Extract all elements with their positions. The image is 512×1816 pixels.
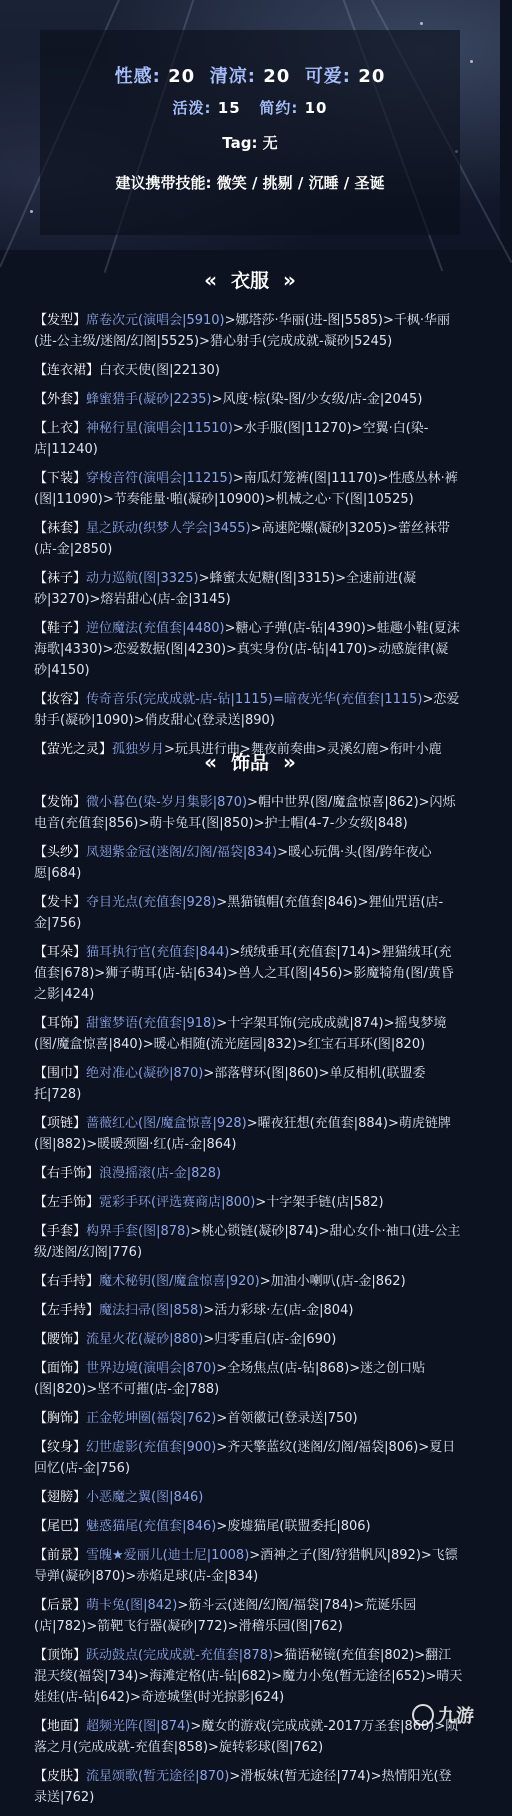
list-item bbox=[34, 1192, 464, 1213]
list-item bbox=[34, 1063, 464, 1105]
item-highlight-link[interactable]: 穿梭音符(演唱会|11215) bbox=[86, 471, 233, 486]
cute-value: 20 bbox=[358, 66, 386, 87]
item-alternatives: >十字架手链(店|582) bbox=[255, 1195, 384, 1210]
list-item bbox=[34, 1163, 464, 1184]
list-item bbox=[34, 1516, 464, 1537]
stats-row-secondary bbox=[0, 97, 500, 118]
list-item bbox=[34, 1408, 464, 1429]
item-alternatives: >糖心子弹(店-钻|4390)>蛙趣小鞋(夏沫海歌|4330)>恋爱数据(图|4230)>真实身份(店-钻|4170)>动感旋律(凝砂|4150) bbox=[34, 621, 460, 678]
item-highlight-link[interactable]: 幻世虚影(充值套|900) bbox=[86, 1440, 217, 1455]
item-alternatives: >高速陀螺(凝砂|3205)>蕾丝袜带(店-金|2850) bbox=[34, 521, 451, 557]
item-highlight-link[interactable]: 构界手套(图|878) bbox=[86, 1224, 191, 1239]
item-highlight-link[interactable]: 小恶魔之翼(图|846) bbox=[86, 1490, 204, 1505]
quote-open: « bbox=[204, 268, 217, 292]
item-highlight-link[interactable]: 世界边境(演唱会|870) bbox=[86, 1361, 217, 1376]
clothing-section-title bbox=[0, 266, 500, 293]
item-alternatives: >恋爱射手(凝砂|1090)>俏皮甜心(登录送|890) bbox=[34, 692, 460, 728]
list-item bbox=[34, 892, 464, 934]
accessory-title-text: 饰品 bbox=[230, 752, 269, 774]
item-category: 【胸饰】 bbox=[34, 1411, 87, 1426]
item-category: 【头纱】 bbox=[34, 845, 87, 860]
site-logo bbox=[412, 1701, 488, 1729]
item-category: 【纹身】 bbox=[34, 1440, 87, 1455]
list-item bbox=[34, 468, 464, 510]
list-item bbox=[34, 618, 464, 681]
sexy-value: 20 bbox=[168, 66, 196, 87]
item-alternatives: >十字架耳饰(完成成就|874)>摇曳梦境(图/魔盒惊喜|840)>暖心相随(流光庭园|832)>红宝石耳环(图|820) bbox=[34, 1016, 447, 1052]
item-highlight-link[interactable]: 夺目光点(充值套|928) bbox=[86, 895, 217, 910]
item-highlight-link[interactable]: 超频光阵(图|874) bbox=[86, 1719, 191, 1734]
list-item bbox=[34, 360, 464, 381]
item-alternatives: >酒神之子(图/狩猎帆风|892)>飞镖导弹(凝砂|870)>赤焰足球(店-金|834) bbox=[34, 1548, 458, 1584]
quote-close: » bbox=[283, 750, 296, 774]
logo-text: 九游 bbox=[438, 1706, 474, 1727]
item-category: 【左手持】 bbox=[34, 1303, 100, 1318]
item-category: 【发卡】 bbox=[34, 895, 87, 910]
item-highlight-link[interactable]: 猫耳执行官(充值套|844) bbox=[86, 945, 230, 960]
item-category: 【萤光之灵】 bbox=[34, 742, 113, 757]
list-item bbox=[34, 1595, 464, 1637]
list-item bbox=[34, 689, 464, 731]
list-item bbox=[34, 310, 464, 352]
item-alternatives: >曜夜狂想(充值套|884)>萌虎链牌(图|882)>暖暖颈圈·红(店-金|864) bbox=[34, 1116, 451, 1152]
item-category: 【手套】 bbox=[34, 1224, 87, 1239]
item-category: 【外套】 bbox=[34, 392, 87, 407]
item-category: 【耳饰】 bbox=[34, 1016, 87, 1031]
item-category: 【腰饰】 bbox=[34, 1332, 87, 1347]
item-alternatives: >齐天擎蓝纹(迷阁/幻阁/福袋|806)>夏日回忆(店-金|756) bbox=[34, 1440, 456, 1476]
tag-line: Tag: 无 bbox=[222, 134, 278, 152]
item-category: 【发饰】 bbox=[34, 795, 87, 810]
list-item bbox=[34, 842, 464, 884]
item-highlight-link[interactable]: 凤翅紫金冠(迷阁/幻阁/福袋|834) bbox=[86, 845, 278, 860]
item-alternatives: 白衣天使(图|22130) bbox=[99, 363, 220, 378]
item-alternatives: >加油小喇叭(店-金|862) bbox=[259, 1274, 406, 1289]
item-alternatives: >黑猫镇帽(充值套|846)>狸仙咒语(店-金|756) bbox=[34, 895, 444, 931]
item-alternatives: >暖心玩偶·头(图/跨年夜心愿|684) bbox=[34, 845, 432, 881]
list-item bbox=[34, 389, 464, 410]
list-item bbox=[34, 792, 464, 834]
item-alternatives: >水手服(图|11270)>空翼·白(染-店|11240) bbox=[34, 421, 429, 457]
item-category: 【面饰】 bbox=[34, 1361, 87, 1376]
item-category: 【后景】 bbox=[34, 1598, 87, 1613]
item-category: 【右手饰】 bbox=[34, 1166, 100, 1181]
item-highlight-link[interactable]: 动力巡航(图|3325) bbox=[86, 571, 199, 586]
item-category: 【左手饰】 bbox=[34, 1195, 100, 1210]
item-highlight-link[interactable]: 神秘行星(演唱会|11510) bbox=[86, 421, 233, 436]
item-alternatives: >归零重启(店-金|690) bbox=[203, 1332, 337, 1347]
list-item bbox=[34, 1645, 464, 1708]
hero-banner bbox=[0, 0, 500, 250]
item-alternatives: >娜塔莎·华丽(进-图|5585)>千枫·华丽(进-公主级/迷阁/幻阁|5525)>猎心射手(完成成就-凝砂|5245) bbox=[34, 313, 450, 349]
cool-value: 20 bbox=[263, 66, 291, 87]
list-item bbox=[34, 418, 464, 460]
accessory-section-title bbox=[0, 748, 500, 775]
item-category: 【右手持】 bbox=[34, 1274, 100, 1289]
item-category: 【翅膀】 bbox=[34, 1490, 87, 1505]
item-highlight-link[interactable]: 甜蜜梦语(充值套|918) bbox=[86, 1016, 217, 1031]
item-highlight-link[interactable]: 雪魄★爱丽儿(迪士尼|1008) bbox=[86, 1548, 250, 1563]
item-highlight-link[interactable]: 流星颂歌(暂无途径|870) bbox=[86, 1769, 230, 1784]
item-category: 【发型】 bbox=[34, 313, 87, 328]
item-highlight-link[interactable]: 绝对准心(凝砂|870) bbox=[86, 1066, 204, 1081]
item-category: 【下装】 bbox=[34, 471, 87, 486]
item-alternatives: >滑板妹(暂无途径|774)>热情阳光(登录送|762) bbox=[34, 1769, 452, 1805]
item-category: 【鞋子】 bbox=[34, 621, 87, 636]
list-item bbox=[34, 1766, 464, 1808]
lively-value: 15 bbox=[217, 99, 241, 117]
item-alternatives: >风度·棕(染-图/少女级/店-金|2045) bbox=[211, 392, 423, 407]
item-alternatives: >筋斗云(迷阁/幻阁/福袋|784)>荒诞乐园(店|782)>箭靶飞行器(凝砂|772)>滑稽乐园(图|762) bbox=[34, 1598, 417, 1634]
item-highlight-link[interactable]: 跃动鼓点(完成成就-充值套|878) bbox=[86, 1648, 274, 1663]
item-category: 【耳朵】 bbox=[34, 945, 87, 960]
item-alternatives: >首领徽记(登录送|750) bbox=[216, 1411, 358, 1426]
item-category: 【袜套】 bbox=[34, 521, 87, 536]
list-item bbox=[34, 942, 464, 1005]
item-alternatives: >帽中世界(图/魔盒惊喜|862)>闪烁电音(充值套|856)>萌卡兔耳(图|850)>护士帽(4-7-少女级|848) bbox=[34, 795, 456, 831]
cute-label: 可爱: bbox=[304, 66, 352, 87]
item-alternatives: >魔女的游戏(完成成就-2017万圣套|860)>陨落之月(完成成就-充值套|858)>旋转彩球(图|762) bbox=[34, 1719, 459, 1755]
item-highlight-link[interactable]: 流星火花(凝砂|880) bbox=[86, 1332, 204, 1347]
item-highlight-link[interactable]: 微小暮色(染-岁月集影|870) bbox=[86, 795, 248, 810]
list-item bbox=[34, 1716, 464, 1758]
item-highlight-link[interactable]: 魔术秘钥(图/魔盒惊喜|920) bbox=[99, 1274, 260, 1289]
item-highlight-link[interactable]: 星之跃动(织梦人学会|3455) bbox=[86, 521, 251, 536]
list-item bbox=[34, 1300, 464, 1321]
clothing-list bbox=[34, 310, 464, 768]
item-category: 【地面】 bbox=[34, 1719, 87, 1734]
item-highlight-link[interactable]: 逆位魔法(充值套|4480) bbox=[86, 621, 225, 636]
item-alternatives: >部落臂环(图|860)>单反相机(联盟委托|728) bbox=[34, 1066, 426, 1102]
cool-label: 清凉: bbox=[209, 66, 256, 87]
item-highlight-link[interactable]: 魅惑猫尾(充值套|846) bbox=[86, 1519, 217, 1534]
item-category: 【上衣】 bbox=[34, 421, 87, 436]
skills-line: 建议携带技能: 微笑 / 挑剔 / 沉睡 / 圣诞 bbox=[115, 174, 385, 192]
quote-open: « bbox=[204, 750, 217, 774]
list-item bbox=[34, 1437, 464, 1479]
list-item bbox=[34, 1358, 464, 1400]
item-category: 【尾巴】 bbox=[34, 1519, 87, 1534]
item-category: 【围巾】 bbox=[34, 1066, 87, 1081]
list-item bbox=[34, 1487, 464, 1508]
quote-close: » bbox=[283, 268, 296, 292]
list-item bbox=[34, 1271, 464, 1292]
item-highlight-link[interactable]: 孤独岁月 bbox=[112, 742, 165, 757]
item-alternatives: >废墟猫尾(联盟委托|806) bbox=[216, 1519, 371, 1534]
sparkle bbox=[30, 210, 33, 213]
list-item bbox=[34, 518, 464, 560]
item-category: 【顶饰】 bbox=[34, 1648, 87, 1663]
stats-row-primary bbox=[0, 62, 500, 88]
clothing-title-text: 衣服 bbox=[230, 270, 269, 292]
item-highlight-link[interactable]: 正金乾坤圈(福袋|762) bbox=[86, 1411, 217, 1426]
item-category: 【妆容】 bbox=[34, 692, 87, 707]
simple-value: 10 bbox=[304, 99, 328, 117]
sparkle bbox=[420, 22, 423, 25]
item-highlight-link[interactable]: 传奇音乐(完成成就-店-钻|1115)=暗夜光华(充值套|1115) bbox=[86, 692, 423, 707]
sexy-label: 性感: bbox=[114, 66, 161, 87]
item-alternatives: >南瓜灯笼裤(图|11170)>性感丛林·裤(图|11090)>节奏能量·啪(凝砂|10900)>机械之心·下(图|10525) bbox=[34, 471, 458, 507]
item-alternatives: >活力彩球·左(店-金|804) bbox=[203, 1303, 354, 1318]
item-alternatives: >猫语秘镜(充值套|802)>翻江混天绫(福袋|734)>海滩定格(店-钻|682)>魔力小兔(暂无途径|652)>晴天娃娃(店-钻|642)>奇迹城堡(时光掠影|624) bbox=[34, 1648, 463, 1705]
item-highlight-link[interactable]: 蜂蜜猎手(凝砂|2235) bbox=[86, 392, 212, 407]
item-highlight-link[interactable]: 浪漫摇滚(店-金|828) bbox=[99, 1166, 222, 1181]
logo-icon bbox=[412, 1704, 434, 1726]
item-alternatives: >玩具进行曲>舞夜前奏曲>灵溪幻鹿>衔叶小鹿 bbox=[164, 742, 442, 757]
item-highlight-link[interactable]: 魔法扫帚(图|858) bbox=[99, 1303, 204, 1318]
simple-label: 简约: bbox=[259, 99, 299, 117]
item-highlight-link[interactable]: 霓彩手环(评选赛商店|800) bbox=[99, 1195, 256, 1210]
item-alternatives: >绒绒垂耳(充值套|714)>狸猫绒耳(充值套|678)>狮子萌耳(店-钻|634)>兽人之耳(图|456)>影魔犄角(图/黄昏之影|424) bbox=[34, 945, 454, 1002]
list-item bbox=[34, 568, 464, 610]
item-category: 【袜子】 bbox=[34, 571, 87, 586]
item-category: 【前景】 bbox=[34, 1548, 87, 1563]
list-item bbox=[34, 1013, 464, 1055]
item-highlight-link[interactable]: 席卷次元(演唱会|5910) bbox=[86, 313, 225, 328]
item-category: 【连衣裙】 bbox=[34, 363, 100, 378]
item-category: 【项链】 bbox=[34, 1116, 87, 1131]
list-item bbox=[34, 1329, 464, 1350]
list-item bbox=[34, 1113, 464, 1155]
accessory-list bbox=[34, 792, 464, 1816]
item-alternatives: >全场焦点(店-钻|868)>迷之创口贴(图|820)>坚不可摧(店-金|788) bbox=[34, 1361, 426, 1397]
list-item bbox=[34, 1221, 464, 1263]
item-alternatives: >蜂蜜太妃糖(图|3315)>全速前进(凝砂|3270)>熔岩甜心(店-金|3145) bbox=[34, 571, 417, 607]
item-highlight-link[interactable]: 蔷薇红心(图/魔盒惊喜|928) bbox=[86, 1116, 247, 1131]
lively-label: 活泼: bbox=[172, 99, 212, 117]
item-category: 【皮肤】 bbox=[34, 1769, 87, 1784]
item-highlight-link[interactable]: 萌卡兔(图|842) bbox=[86, 1598, 178, 1613]
list-item bbox=[34, 1545, 464, 1587]
item-alternatives: >桃心锁链(凝砂|874)>甜心女仆·袖口(进-公主级/迷阁/幻阁|776) bbox=[34, 1224, 461, 1260]
